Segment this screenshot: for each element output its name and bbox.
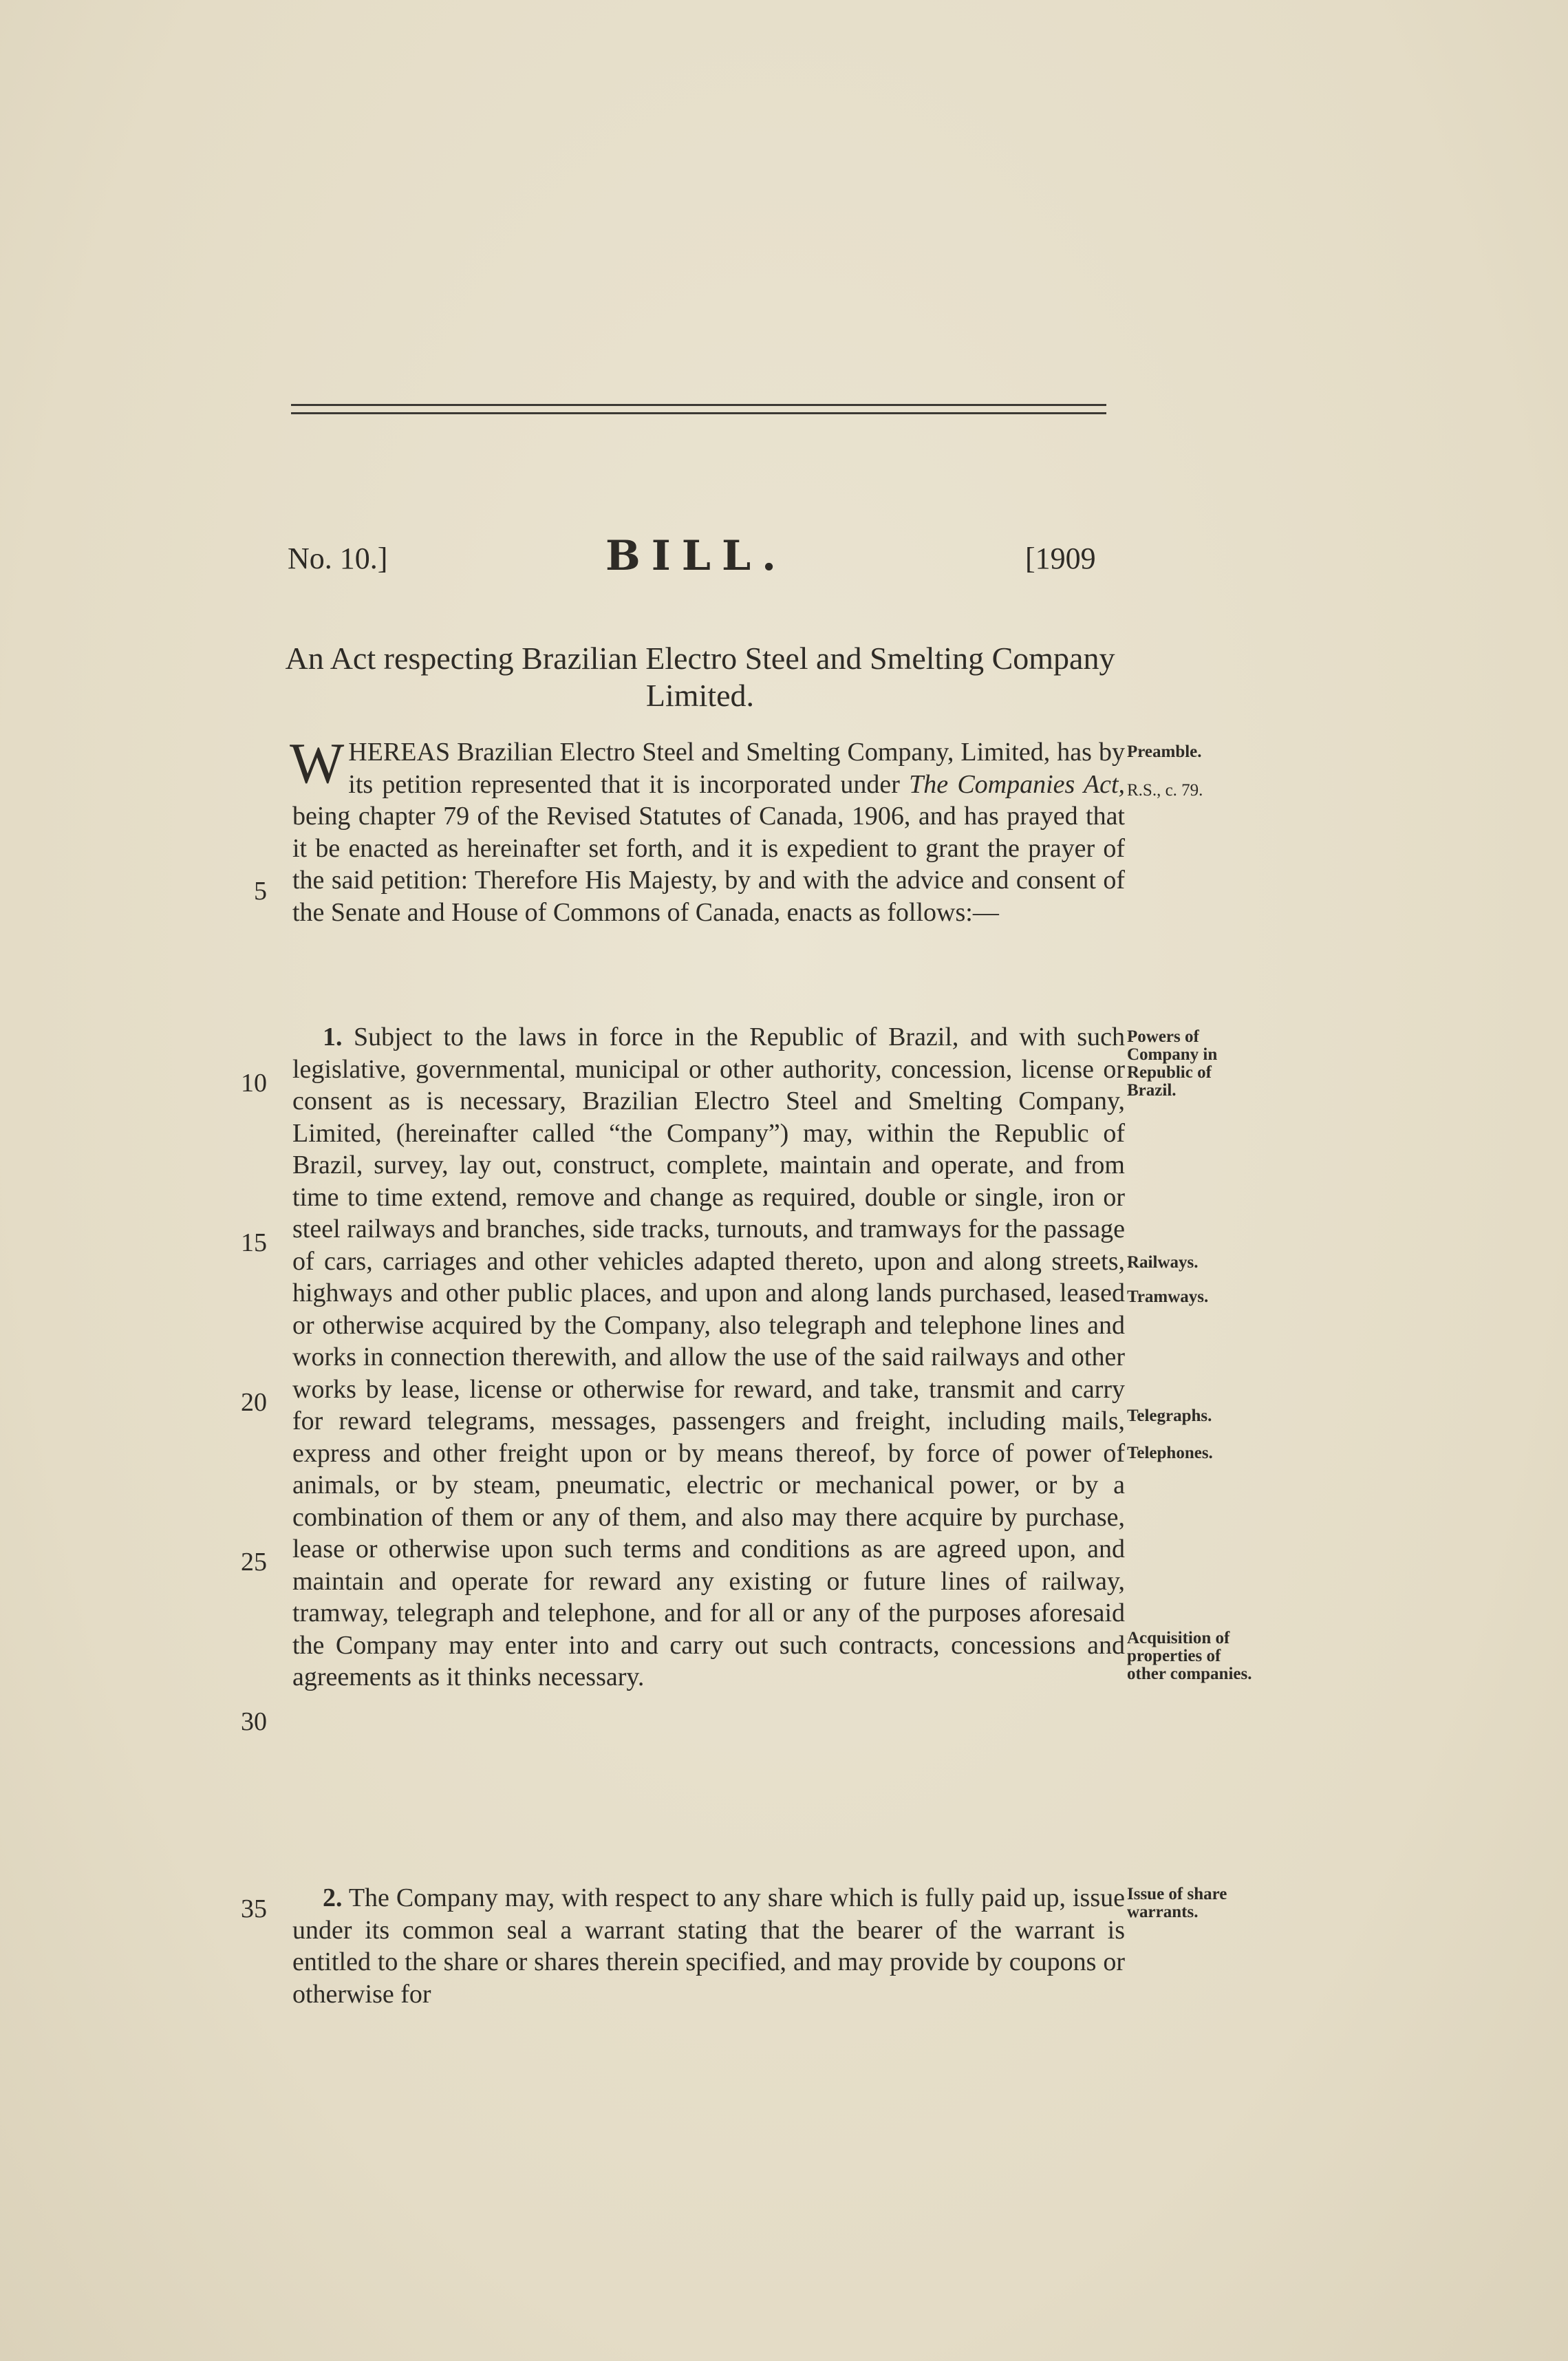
preamble-text-b: being chapter 79 of the Revised Statutes of Canada, 1906, and has prayed that it be enacted as hereinafter set forth, and it is expedient to grant the prayer of the said petition: Therefore His Majesty, by and with the advice and consent of the Senate and House of Commons of Canada, enacts as follows:— — [292, 802, 1125, 927]
line-number: 25 — [241, 1548, 267, 1577]
bill-heading: BILL. — [605, 532, 788, 580]
act-title: An Act respecting Brazilian Electro Steel and Smelting Company Limited. — [285, 641, 1115, 713]
drop-cap: W — [290, 731, 345, 795]
margin-note-acquisition: Acquisition of properties of other companies. — [1127, 1629, 1252, 1683]
header-rule-top — [291, 404, 1106, 406]
preamble-text-a: HEREAS Brazilian Electro Steel and Smelting Company, Limited, has by its petition represented that it is incorporated under — [348, 738, 1125, 799]
margin-note-rs: R.S., c. 79. — [1127, 781, 1203, 800]
line-number: 15 — [241, 1228, 267, 1257]
act-name: The Companies Act, — [909, 769, 1126, 799]
bill-year: [1909 — [1025, 542, 1096, 575]
section-number: 2. — [323, 1883, 343, 1912]
section-text: Subject to the laws in force in the Republic of Brazil, and with such legislative, governmental, municipal or other authority, concession, license or consent as is necessary, Brazilian Electro Steel and Smelting Company, Limited, (hereinafter called “the Company”) may, within the Republic of Brazil, survey, lay out, construct, complete, maintain and operate, and from time to time extend, remove and change as required, double or single, iron or steel railways and branches, side tracks, turnouts, and tramways for the passage of cars, carriages and other vehicles adapted thereto, upon and along streets, highways and other public places, and upon and along lands purchased, leased or otherwise acquired by the Company, also telegraph and telephone lines and works in connection therewith, and allow the use of the said railways and other works by lease, license or otherwise for reward, and take, transmit and carry for reward telegrams, messages, passengers and freight, including mails, express and other freight upon or by means thereof, by force of power of animals, or by steam, pneumatic, electric or mechanical power, or by a combination of them or any of them, and also may there acquire by purchase, lease or otherwise upon such terms and conditions as are agreed upon, and maintain and operate for reward any existing or future lines of railway, tramway, telegraph and telephone, and for all or any of the purposes aforesaid the Company may enter into and carry out such contracts, concessions and agreements as it thinks necessary. — [292, 1023, 1126, 1691]
section-1 — [292, 1021, 1125, 1694]
margin-note-warrants: Issue of share warrants. — [1127, 1885, 1227, 1921]
line-number: 20 — [241, 1388, 267, 1417]
margin-note-telegraphs: Telegraphs. — [1127, 1407, 1212, 1425]
section-2 — [292, 1882, 1125, 2010]
margin-note-preamble: Preamble. — [1127, 743, 1202, 761]
margin-note-tramways: Tramways. — [1127, 1288, 1209, 1306]
line-number: 10 — [241, 1069, 267, 1098]
margin-note-powers: Powers of Company in Republic of Brazil. — [1127, 1027, 1218, 1100]
line-number: 30 — [241, 1707, 267, 1736]
section-number: 1. — [323, 1023, 343, 1051]
line-number: 5 — [254, 877, 267, 906]
bill-number: No. 10.] — [288, 542, 388, 575]
margin-note-railways: Railways. — [1127, 1253, 1199, 1272]
header-rule-bottom — [291, 412, 1106, 414]
preamble-paragraph — [290, 731, 1126, 928]
section-text: The Company may, with respect to any share which is fully paid up, issue under its common seal a warrant stating that the bearer of the warrant is entitled to the share or shares therein specified, and may provide by coupons or otherwise for — [292, 1883, 1125, 2009]
line-number: 35 — [241, 1894, 267, 1923]
margin-note-telephones: Telephones. — [1127, 1444, 1213, 1462]
